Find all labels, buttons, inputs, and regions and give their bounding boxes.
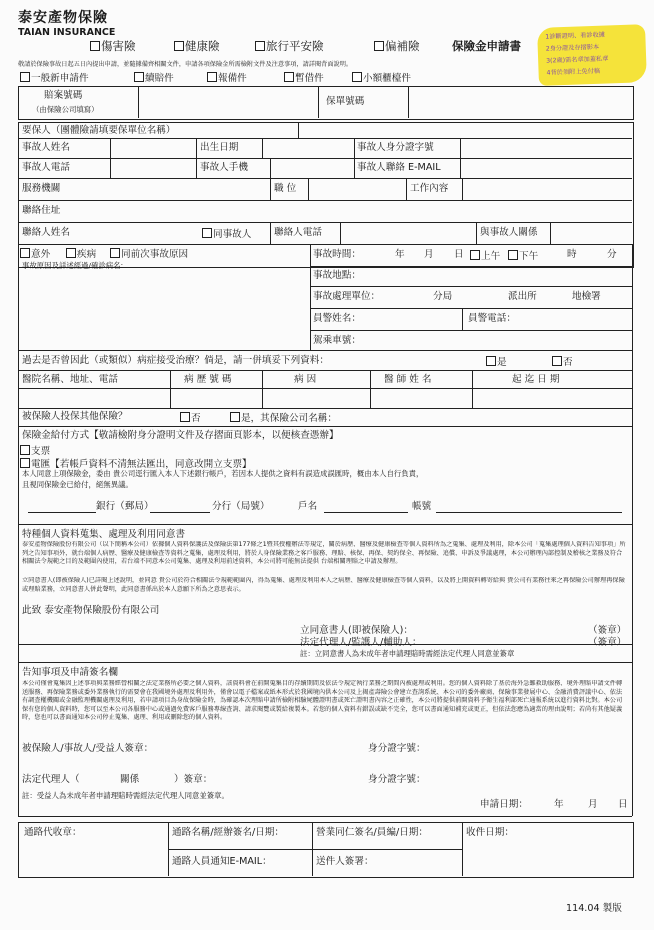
claim-type-travel[interactable]: 旅行平安險	[255, 41, 324, 53]
officer-phone-label: 員警電話：	[468, 313, 516, 324]
relation-input[interactable]	[552, 224, 630, 242]
checkbox[interactable]	[66, 248, 76, 258]
checkbox[interactable]	[20, 458, 30, 468]
col-doctor: 醫 師 姓 名	[384, 374, 432, 385]
checkbox[interactable]	[552, 356, 562, 366]
contact-name-input[interactable]	[90, 224, 198, 242]
sticky-note	[537, 24, 647, 86]
checkbox[interactable]	[134, 72, 144, 82]
mobile-input[interactable]	[272, 160, 352, 176]
checkbox[interactable]	[470, 250, 480, 260]
sticky-line-2: 2身分證及存摺影本	[545, 43, 600, 53]
checkbox[interactable]	[508, 250, 518, 260]
cause-desc-input[interactable]	[20, 274, 308, 348]
form-type-new[interactable]: 一般新申請件	[20, 72, 89, 84]
guardian-id-label: 身分證字號：	[368, 774, 426, 785]
officer-name-label: 員警姓名：	[313, 313, 361, 324]
wire-note-1: 本人同意上項保險金，委由 貴公司逕行匯入本人下述銀行帳戶，若因本人提供之資料有誤造成誤匯時，概由本人自行負責，	[22, 469, 424, 478]
account-holder-label: 戶名	[298, 501, 318, 512]
officer-phone-input[interactable]	[522, 310, 630, 328]
handling-unit-label: 事故處理單位：	[313, 291, 381, 302]
version-label: 114.04 製版	[566, 903, 622, 914]
guardian-id-input[interactable]	[438, 773, 628, 787]
email-label: 事故人聯絡 E-MAIL	[357, 162, 441, 173]
history-no[interactable]: 否	[552, 356, 573, 368]
apply-month-label: 月	[588, 799, 598, 810]
payment-title: 保險金給付方式【敬請檢附身分證明文件及存摺面頁影本，以便核查憑辦】	[22, 430, 339, 441]
consent-seal-2: （簽章）	[588, 637, 627, 648]
guardian-sign-label: ）簽章：	[174, 774, 213, 785]
guardian-label: 法定代理人（	[22, 774, 80, 785]
accident-place-input[interactable]	[368, 268, 630, 284]
checkbox[interactable]	[90, 41, 100, 51]
minute-label: 分	[607, 249, 617, 260]
checkbox[interactable]	[207, 72, 217, 82]
contact-phone-label: 聯絡人電話	[274, 227, 322, 238]
checkbox[interactable]	[20, 445, 30, 455]
relation-word: 關係	[120, 774, 140, 785]
sticky-line-3: 3(2歲)需名章加蓋私章	[546, 55, 609, 65]
history-row-input[interactable]	[20, 390, 630, 406]
bank-input[interactable]	[28, 498, 96, 512]
other-insurance-yes[interactable]: 是，其保險公司名稱：	[230, 412, 337, 424]
logo-cn: 泰安產物保險	[18, 10, 108, 26]
other-insurance-question: 被保險人投保其他保險？	[22, 411, 128, 422]
job-input[interactable]	[464, 180, 630, 198]
consent-note: 註：立同意書人為未成年者申請理賠時需經法定代理人同意並簽章	[300, 649, 515, 658]
bank-label: 銀行（郵局）	[96, 501, 154, 512]
employer-label: 服務機關	[22, 183, 61, 194]
id-input[interactable]	[462, 140, 630, 156]
checkbox[interactable]	[110, 248, 120, 258]
signer-id-input[interactable]	[438, 742, 628, 756]
payment-wire[interactable]: 電匯【若帳戶資料不清無法匯出，同意改開立支票】	[20, 458, 252, 470]
vehicle-label: 駕乘車號：	[313, 335, 361, 346]
sticky-line-1: 1診斷證明、看診收據	[545, 31, 606, 41]
consent-seal-1: （簽章）	[588, 625, 627, 636]
form-title: 保險金申請書	[452, 39, 521, 53]
position-label: 職 位	[274, 183, 297, 194]
name-input[interactable]	[112, 140, 194, 156]
checkbox[interactable]	[352, 72, 362, 82]
channel-email-label: 通路人員通知E-MAIL：	[172, 856, 272, 867]
day-label: 日	[454, 249, 464, 260]
history-question: 過去是否曾因此（或類似）病症接受治療？倘是，請一併填妥下列資料：	[22, 355, 329, 366]
phone-input[interactable]	[112, 160, 194, 176]
employer-input[interactable]	[112, 180, 268, 198]
checkbox[interactable]	[174, 41, 184, 51]
cause-illness[interactable]: 疾病	[66, 248, 96, 260]
checkbox[interactable]	[284, 72, 294, 82]
claim-type-extra[interactable]: 偏補險	[374, 41, 420, 53]
consent-guardian-label: 法定代理人/監護人/輔助人：	[300, 637, 422, 648]
pm-option[interactable]: 下午	[508, 250, 538, 262]
accident-place-label: 事故地點：	[313, 270, 361, 281]
same-as-insured[interactable]: 同事故人	[202, 228, 251, 240]
logo-en: TAIAN INSURANCE	[18, 27, 116, 38]
checkbox[interactable]	[202, 228, 212, 238]
address-input[interactable]	[70, 202, 630, 220]
wire-note-2: 且視同保險金已給付，絕無異議。	[22, 480, 133, 489]
notice-paragraph: 本公司僅會蒐集因上述事項與業務經營相關之法定業務所必要之個人資料，該資料會在前開蒐集目的存續期間及依法令規定執行業務之期間內被處理或利用。您的個人資料除了基於海外急難救助服務、境外理賠申請文件轉送服務、再保險業務或委外業務執行的需要會在我國境外處理及利用外，僅會以電子檔案或紙本形式於我國境內供本公司及上揭產壽險公會建立查詢系統、本公司的委外廠商、保險事業發展中心、金融消費評議中心、依法有調查權機關或金融監理機關處理及利用，若申請項目為身故保險金時，為確認本次理賠申請所檢附相驗屍體證明書或死亡證明書內容之正確性，本公司將提供前開資料予衛生福利部死亡通報系統以進行資料比對。本公司保有您的個人資料時，您可以至本公司各服務中心或通過免費客戶服務專線查詢、請求閱覽或製給複製本。若您的個人資料有錯誤或缺不完全，您可以書面通知補充或更正，但依法您應為適當的理由說明；若尚有其他疑義時，您也可以書面通知本公司停止蒐集、處理、利用或刪除您的個人資料。	[22, 680, 623, 722]
phone-label: 事故人電話	[22, 162, 70, 173]
id-label: 事故人身分證字號	[357, 142, 434, 153]
policy-number-input[interactable]	[410, 88, 630, 116]
am-option[interactable]: 上午	[470, 250, 500, 262]
account-number-input[interactable]	[436, 498, 622, 512]
col-hospital: 醫院名稱、地址、電話	[22, 374, 118, 385]
col-period: 起 迄 日 期	[512, 374, 560, 385]
birth-label: 出生日期	[200, 142, 239, 153]
position-input[interactable]	[310, 180, 404, 198]
relation-label: 與事故人關係	[480, 227, 538, 238]
apply-day-label: 日	[618, 799, 628, 810]
officer-name-input[interactable]	[362, 310, 460, 328]
policyholder-label: 要保人（團體險請填要保單位名稱）	[22, 125, 176, 136]
col-record-no: 病 歷 號 碼	[184, 374, 232, 385]
contact-name-label: 聯絡人姓名	[22, 227, 70, 238]
other-insurance-no[interactable]: 否	[180, 412, 201, 424]
col-cause: 病 因	[294, 374, 317, 385]
notice-title: 告知事項及申請簽名欄	[22, 667, 118, 678]
form-type-loan[interactable]: 暫借件	[284, 72, 324, 84]
channel-label: 通路名稱/經辦簽名/日期：	[172, 827, 284, 838]
inspect-label: 地檢署	[572, 291, 601, 302]
checkbox[interactable]	[374, 41, 384, 51]
other-insurer-input[interactable]	[364, 410, 630, 424]
email-input[interactable]	[462, 160, 630, 176]
job-label: 工作內容	[410, 183, 449, 194]
signer-id-label: 身分證字號：	[368, 743, 426, 754]
payment-cheque[interactable]: 支票	[20, 445, 50, 457]
history-yes[interactable]: 是	[486, 356, 507, 368]
consent-title: 特種個人資料蒐集、處理及利用同意書	[22, 529, 186, 540]
notice-note: 註：受益人為未成年者申請理賠時需經法定代理人同意並簽章。	[22, 791, 229, 800]
case-number-label: 賠案號碼	[44, 90, 83, 101]
checkbox[interactable]	[486, 356, 496, 366]
checkbox[interactable]	[20, 248, 30, 258]
form-type-report[interactable]: 報備件	[207, 72, 247, 84]
account-number-label: 帳號	[412, 501, 432, 512]
station-label: 派出所	[508, 291, 537, 302]
branch-label: 分局	[433, 291, 453, 302]
bank-branch-input[interactable]	[150, 498, 210, 512]
contact-phone-input[interactable]	[342, 224, 474, 242]
apply-date-label: 申請日期：	[480, 799, 528, 810]
consent-guardian-signature-input[interactable]	[450, 636, 584, 644]
checkbox[interactable]	[230, 412, 240, 422]
consent-signer-label: 立同意書人(即被保險人)：	[300, 625, 414, 636]
sticky-line-4: 4背於須附上免付稿	[546, 67, 601, 77]
cause-accident[interactable]: 意外	[20, 248, 50, 260]
staff-label: 營業同仁簽名/員編/日期：	[316, 827, 428, 838]
case-number-sub: （由保險公司填寫）	[32, 105, 99, 114]
name-label: 事故人姓名	[22, 142, 70, 153]
bank-branch-label: 分行（局號）	[212, 501, 270, 512]
agent-stamp-label: 通路代收章：	[24, 827, 82, 838]
consent-to: 此致 泰安產物保險股份有限公司	[22, 605, 160, 616]
signer-signature-input[interactable]	[196, 742, 366, 756]
address-label: 聯絡住址	[22, 205, 61, 216]
claim-type-accident[interactable]: 傷害險	[90, 41, 136, 53]
mobile-label: 事故人手機	[200, 162, 248, 173]
cause-desc-label: 事故原因及詳述經過/確診病名:	[22, 261, 124, 270]
cause-previous[interactable]: 同前次事故原因	[110, 248, 188, 260]
guardian-signature-input[interactable]	[222, 773, 366, 787]
accident-time-label: 事故時間：	[313, 249, 361, 260]
claim-type-health[interactable]: 健康險	[174, 41, 220, 53]
vehicle-input[interactable]	[368, 332, 630, 348]
consent-paragraph-1: 泰安產物保險股份有限公司（以下簡稱本公司）依據個人資料保護法及保險法第177條之1暨其授權辦法等規定，關於病歷、醫療及健康檢查等個人資料所為之蒐集、處理及利用，除本公司「蒐集處理個人資料告知事項」所列之告知事項外，就台端個人病歷、醫療及健康檢查等資料之蒐集，處理及利用，將於人身保險業務之客戶服務、理賠、核保、再保、契約保全、再保險、追償、申訴及爭議處理，本公司辦理內部控制及稽核之業務及符合相關法令規範之目的及範圍內使用，若台端不同意本公司蒐集、處理及利用前述資料，本公司將可能無法提供 台端相關理賠之申請及辦理。	[22, 541, 626, 566]
consent-signature-input[interactable]	[450, 624, 584, 636]
year-label: 年	[395, 249, 405, 260]
form-type-counter[interactable]: 小額櫃檯件	[352, 72, 411, 84]
checkbox[interactable]	[20, 72, 30, 82]
account-holder-input[interactable]	[324, 498, 408, 512]
sender-label: 送件人簽署：	[316, 856, 374, 867]
consent-paragraph-2: 立同意書人(即被保險人)已詳閱上述說明，並同意 貴公司於符合相關法令規範範圍內，得為蒐集、處理及利用本人之病歷、醫療及健康檢查等個人資料，以及將上開資料轉寄給與 貴公司有業務往來之再保險公司辦理再保險或理賠業務，立同意書人併此聲明，此同意書係出於本人意願下所為之意思表示。	[22, 577, 625, 593]
checkbox[interactable]	[255, 41, 265, 51]
policy-number-label: 保單號碼	[326, 96, 365, 107]
hour-label: 時	[567, 249, 577, 260]
case-number-input[interactable]	[140, 88, 316, 116]
birth-input[interactable]	[264, 140, 352, 156]
intro-text: 敬請於保險事故日起五日內提出申請，並隨據備齊相關文件，申請各項保險金所需檢附文件及注意事項，請詳閱背面說明。	[18, 61, 353, 68]
checkbox[interactable]	[180, 412, 190, 422]
apply-year-label: 年	[554, 799, 564, 810]
month-label: 月	[424, 249, 434, 260]
receipt-date-label: 收件日期：	[466, 827, 514, 838]
signer-label: 被保險人/事故人/受益人簽章：	[22, 743, 154, 754]
form-type-continue[interactable]: 續賠件	[134, 72, 174, 84]
